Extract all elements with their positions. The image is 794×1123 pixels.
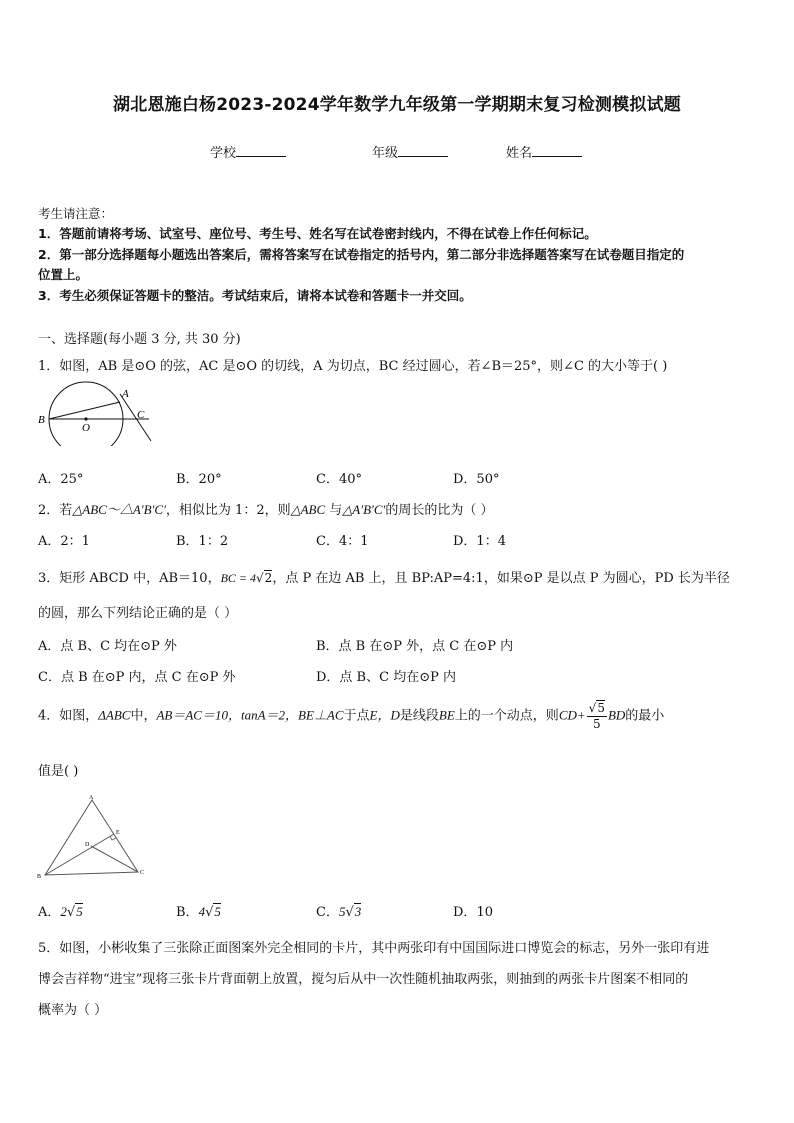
q3-option-b[interactable]: B．点 B 在⊙P 外，点 C 在⊙P 内 [316, 639, 514, 654]
q4-fraction [587, 700, 607, 732]
label-b: B [37, 874, 42, 880]
q2-similar-expr: △ABC～△A′B′C′ [72, 502, 166, 517]
q3-text-b: ，点 P 在边 AB 上，且 BP:AP=4:1，如果⊙P 是以点 P 为圆心，PD 长为半径 [272, 571, 730, 586]
label-o: O [82, 422, 90, 434]
q2-option-b[interactable]: B．1：2 [176, 534, 229, 549]
school-blank[interactable] [236, 144, 286, 157]
q4-triangle: ΔABC [98, 707, 131, 723]
option-radicand: 3 [354, 904, 362, 919]
question-5-line2: 博会吉祥物“进宝”现将三张卡片背面朝上放置，搅匀后从中一次性随机抽取两张，则抽到的两张卡片图案不相同的 [38, 972, 689, 987]
q2-suffix: 的周长的比为（ ） [385, 503, 494, 518]
notice-item: 2．第一部分选择题每小题选出答案后，需将答案写在试卷指定的括号内，第二部分非选择题答案写在试卷题目指定的 [38, 247, 685, 262]
q2-option-d[interactable]: D．1：4 [453, 534, 506, 549]
option-radicand: 5 [214, 904, 221, 919]
q2-and: 与 [325, 503, 343, 518]
question-5-line1: 5．如图，小彬收集了三张除正面图案外完全相同的卡片，其中两张印有中国国际进口博览会的标志，另外一张印有进 [38, 941, 710, 956]
question-4-line1 [38, 700, 664, 732]
q4-conditions: AB＝AC＝10，tanA＝2，BE⊥AC [156, 707, 344, 723]
option-letter: C． [316, 905, 339, 920]
option-coef: 2 [60, 904, 67, 919]
q3-bc-radicand: 2 [264, 571, 273, 585]
q1-option-b[interactable]: B．20° [176, 472, 222, 487]
q4-text-j: 的最小 [625, 708, 665, 724]
option-letter: B． [176, 905, 199, 920]
school-field[interactable] [210, 142, 286, 161]
question-2-text [38, 499, 494, 518]
notice-item: 1．答题前请将考场、试室号、座位号、考生号、姓名写在试卷密封线内，不得在试卷上作任何标记。 [38, 226, 597, 241]
notice-item: 位置上。 [38, 267, 89, 282]
sqrt-symbol: √ [345, 905, 354, 920]
q1-option-a[interactable]: A．25° [38, 472, 84, 487]
q4-option-d[interactable] [453, 901, 493, 920]
option-coef: 4 [198, 904, 206, 919]
sqrt-symbol: √ [205, 905, 214, 920]
grade-blank[interactable] [398, 144, 448, 157]
school-label: 学校 [210, 146, 237, 161]
sqrt-symbol: √ [256, 571, 264, 585]
option-coef: 10 [476, 905, 493, 920]
page-title: 湖北恩施白杨2023-2024学年数学九年级第一学期期末复习检测模拟试题 [113, 95, 681, 115]
notice-item: 3．考生必须保证答题卡的整洁。考试结束后，请将本试卷和答题卡一并交回。 [38, 288, 472, 303]
q1-option-c[interactable]: C．40° [316, 472, 362, 487]
q4-frac-den: 5 [592, 717, 601, 731]
name-field[interactable] [506, 142, 582, 161]
q2-option-c[interactable]: C．4：1 [316, 534, 369, 549]
q4-option-a[interactable] [38, 901, 83, 920]
option-letter: A． [38, 905, 61, 920]
label-c: C [140, 870, 145, 876]
name-label: 姓名 [506, 146, 533, 161]
q4-option-b[interactable] [176, 901, 221, 920]
label-b: B [38, 414, 45, 426]
question-1-text: 1．如图，AB 是⊙O 的弦，AC 是⊙O 的切线，A 为切点，BC 经过圆心，若∠B＝25°，则∠C 的大小等于( ) [38, 359, 668, 374]
q3-text-a: 3．矩形 ABCD 中，AB＝10， [38, 571, 221, 586]
q4-text-i: 上的一个动点，则 [454, 708, 559, 724]
label-c: C [137, 409, 145, 421]
q4-triangle-figure [34, 790, 154, 882]
q3-option-d[interactable]: D．点 B、C 均在⊙P 内 [316, 670, 456, 685]
sqrt-symbol: √ [66, 905, 76, 920]
q2-triangle-abc-prime: △A′B′C′ [342, 502, 386, 517]
label-a: A [89, 795, 94, 801]
q4-expr-a: CD+ [558, 707, 586, 723]
q3-option-a[interactable]: A．点 B、C 均在⊙P 外 [38, 639, 177, 654]
q4-text-c: 中， [130, 708, 157, 724]
q2-option-a[interactable]: A．2：1 [38, 534, 90, 549]
q3-bc-expr: BC = 4 [220, 571, 257, 585]
q4-expr-b: BD [607, 707, 626, 723]
q1-circle-figure [34, 376, 159, 446]
question-3-line1 [38, 567, 730, 586]
q4-segment: BE [438, 707, 455, 723]
q2-prefix: 2．若 [38, 503, 73, 518]
option-coef: 5 [338, 904, 346, 919]
q2-mid: ，相似比为 1：2，则 [165, 503, 291, 518]
option-radicand: 5 [76, 904, 83, 919]
section-heading: 一、选择题(每小题 3 分, 共 30 分) [38, 332, 241, 347]
q4-text-a: 4．如图， [38, 708, 99, 724]
name-blank[interactable] [532, 144, 582, 157]
label-d: D [85, 842, 90, 848]
q1-option-d[interactable]: D．50° [453, 472, 500, 487]
option-letter: D． [453, 905, 477, 920]
notice-heading: 考生请注意： [38, 206, 114, 221]
q4-frac-num: 5 [597, 701, 605, 715]
grade-label: 年级 [372, 146, 399, 161]
question-4-line2: 值是( ) [38, 764, 79, 779]
q4-points: E，D [369, 707, 400, 723]
label-e: E [116, 830, 120, 836]
sqrt-symbol: √ [588, 701, 597, 715]
label-a: A [122, 388, 129, 400]
q4-text-g: 是线段 [399, 708, 439, 724]
q3-option-c[interactable]: C．点 B 在⊙P 内，点 C 在⊙P 外 [38, 670, 236, 685]
q4-text-e: 于点 [343, 708, 370, 724]
question-5-line3: 概率为（ ） [38, 1003, 108, 1018]
q4-option-c[interactable] [316, 901, 361, 920]
q2-triangle-abc: △ABC [290, 502, 326, 517]
question-3-line2: 的圆，那么下列结论正确的是（ ） [38, 606, 238, 621]
grade-field[interactable] [372, 142, 448, 161]
